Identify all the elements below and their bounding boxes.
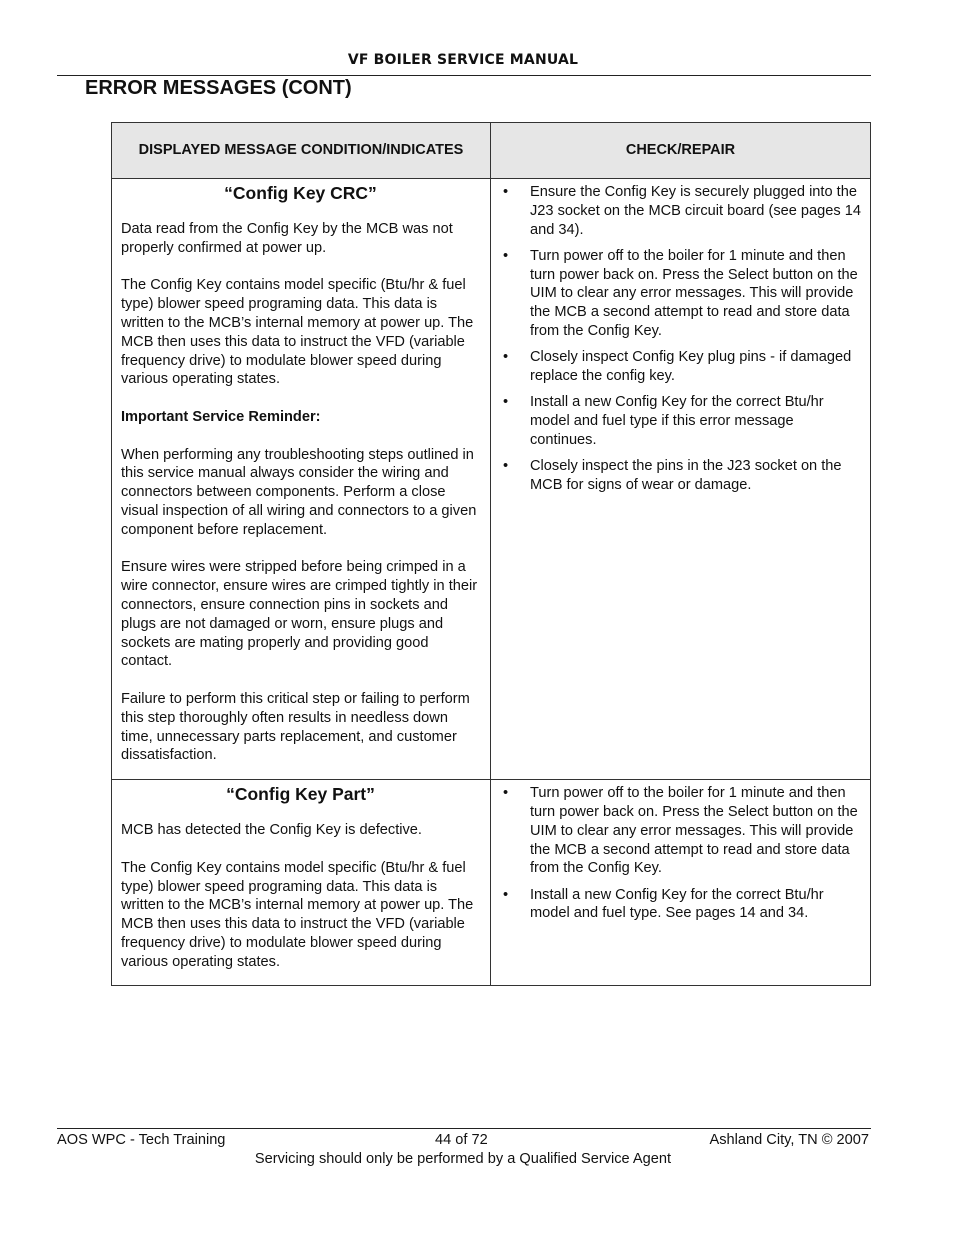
repair-cell xyxy=(491,179,871,780)
repair-list xyxy=(503,183,862,495)
repair-step-text: Turn power off to the boiler for 1 minute and then turn power back on. Press the Select button on the UIM to clear any error messages. This will provide the MCB a second attempt to read and store data from the Config Key. xyxy=(530,785,858,877)
repair-step-text: Turn power off to the boiler for 1 minute and then turn power back on. Press the Select button on the UIM to clear any error messages. This will provide the MCB a second attempt to read and store data from the Config Key. xyxy=(530,247,858,340)
page-number: 44 of 72 xyxy=(435,1132,488,1148)
repair-cell xyxy=(491,780,871,986)
column-header-check-repair: CHECK/REPAIR xyxy=(491,123,871,179)
repair-step xyxy=(503,183,862,239)
repair-step-text: Install a new Config Key for the correct Btu/hr model and fuel type. See pages 14 and 34. xyxy=(530,886,824,922)
table-header-row xyxy=(112,123,871,179)
bullet-icon: • xyxy=(503,247,509,264)
section-title: ERROR MESSAGES (CONT) xyxy=(85,77,352,99)
condition-paragraph: Failure to perform this critical step or failing to perform this step thoroughly often results in needless down time, unnecessary parts replacement, and customer dissatisfaction. xyxy=(121,690,470,764)
header-rule xyxy=(57,75,871,76)
condition-paragraph: Data read from the Config Key by the MCB was not properly confirmed at power up. xyxy=(121,221,453,256)
bullet-icon: • xyxy=(503,349,509,366)
bullet-icon: • xyxy=(503,458,509,475)
condition-paragraph: MCB has detected the Config Key is defective. xyxy=(121,822,422,839)
repair-step-text: Closely inspect the pins in the J23 socket on the MCB for signs of wear or damage. xyxy=(530,458,842,494)
footer-rule xyxy=(57,1128,871,1129)
message-title: “Config Key Part” xyxy=(226,784,375,805)
condition-cell xyxy=(112,780,491,986)
repair-step-text: Closely inspect Config Key plug pins - if damaged replace the config key. xyxy=(530,349,852,385)
repair-step-text: Ensure the Config Key is securely plugged into the J23 socket on the MCB circuit board (see pages 14 and 34). xyxy=(530,184,861,238)
message-title: “Config Key CRC” xyxy=(224,183,377,203)
bullet-icon: • xyxy=(503,886,509,903)
condition-paragraph: When performing any troubleshooting steps outlined in this service manual always consider the wiring and connectors between components. Perform a close visual inspection of all wiring and connectors to a given component before replacement. xyxy=(121,446,477,538)
condition-paragraph: The Config Key contains model specific (Btu/hr & fuel type) blower speed programing data. This data is written to the MCB’s internal memory at power up. The MCB then uses this data to instruct the VFD (variable frequency drive) to modulate blower speed during various operating states. xyxy=(121,859,474,970)
footer-left-text: AOS WPC - Tech Training xyxy=(57,1132,226,1148)
repair-step xyxy=(503,457,862,495)
column-header-condition: DISPLAYED MESSAGE CONDITION/INDICATES xyxy=(112,123,491,179)
service-notice: Servicing should only be performed by a Qualified Service Agent xyxy=(254,1151,672,1167)
table-row xyxy=(112,780,871,986)
bullet-icon: • xyxy=(503,184,509,200)
condition-cell xyxy=(112,179,491,780)
footer-right-text: Ashland City, TN © 2007 xyxy=(709,1132,869,1148)
repair-step xyxy=(503,247,862,341)
repair-step-text: Install a new Config Key for the correct Btu/hr model and fuel type if this error message continues. xyxy=(530,394,824,449)
service-reminder-heading: Important Service Reminder: xyxy=(121,408,321,425)
bullet-icon: • xyxy=(503,394,509,411)
table-row xyxy=(112,179,871,780)
repair-list xyxy=(503,784,862,923)
bullet-icon: • xyxy=(503,785,509,802)
condition-paragraph: Ensure wires were stripped before being crimped in a wire connector, ensure wires are crimped tightly in their connectors, ensure connection pins in sockets and plugs are not damaged or worn, ensure plugs and sockets are mating properly and providing good contact. xyxy=(121,559,478,670)
condition-paragraph: The Config Key contains model specific (Btu/hr & fuel type) blower speed programing data. This data is written to the MCB’s internal memory at power up. The MCB then uses this data to instruct the VFD (variable frequency drive) to modulate blower speed during various operating states. xyxy=(121,277,474,388)
repair-step xyxy=(503,348,862,386)
repair-step xyxy=(503,393,862,449)
repair-step xyxy=(503,784,862,878)
error-messages-table xyxy=(111,122,871,986)
repair-step xyxy=(503,886,862,924)
running-title: VF BOILER SERVICE MANUAL xyxy=(347,52,579,68)
